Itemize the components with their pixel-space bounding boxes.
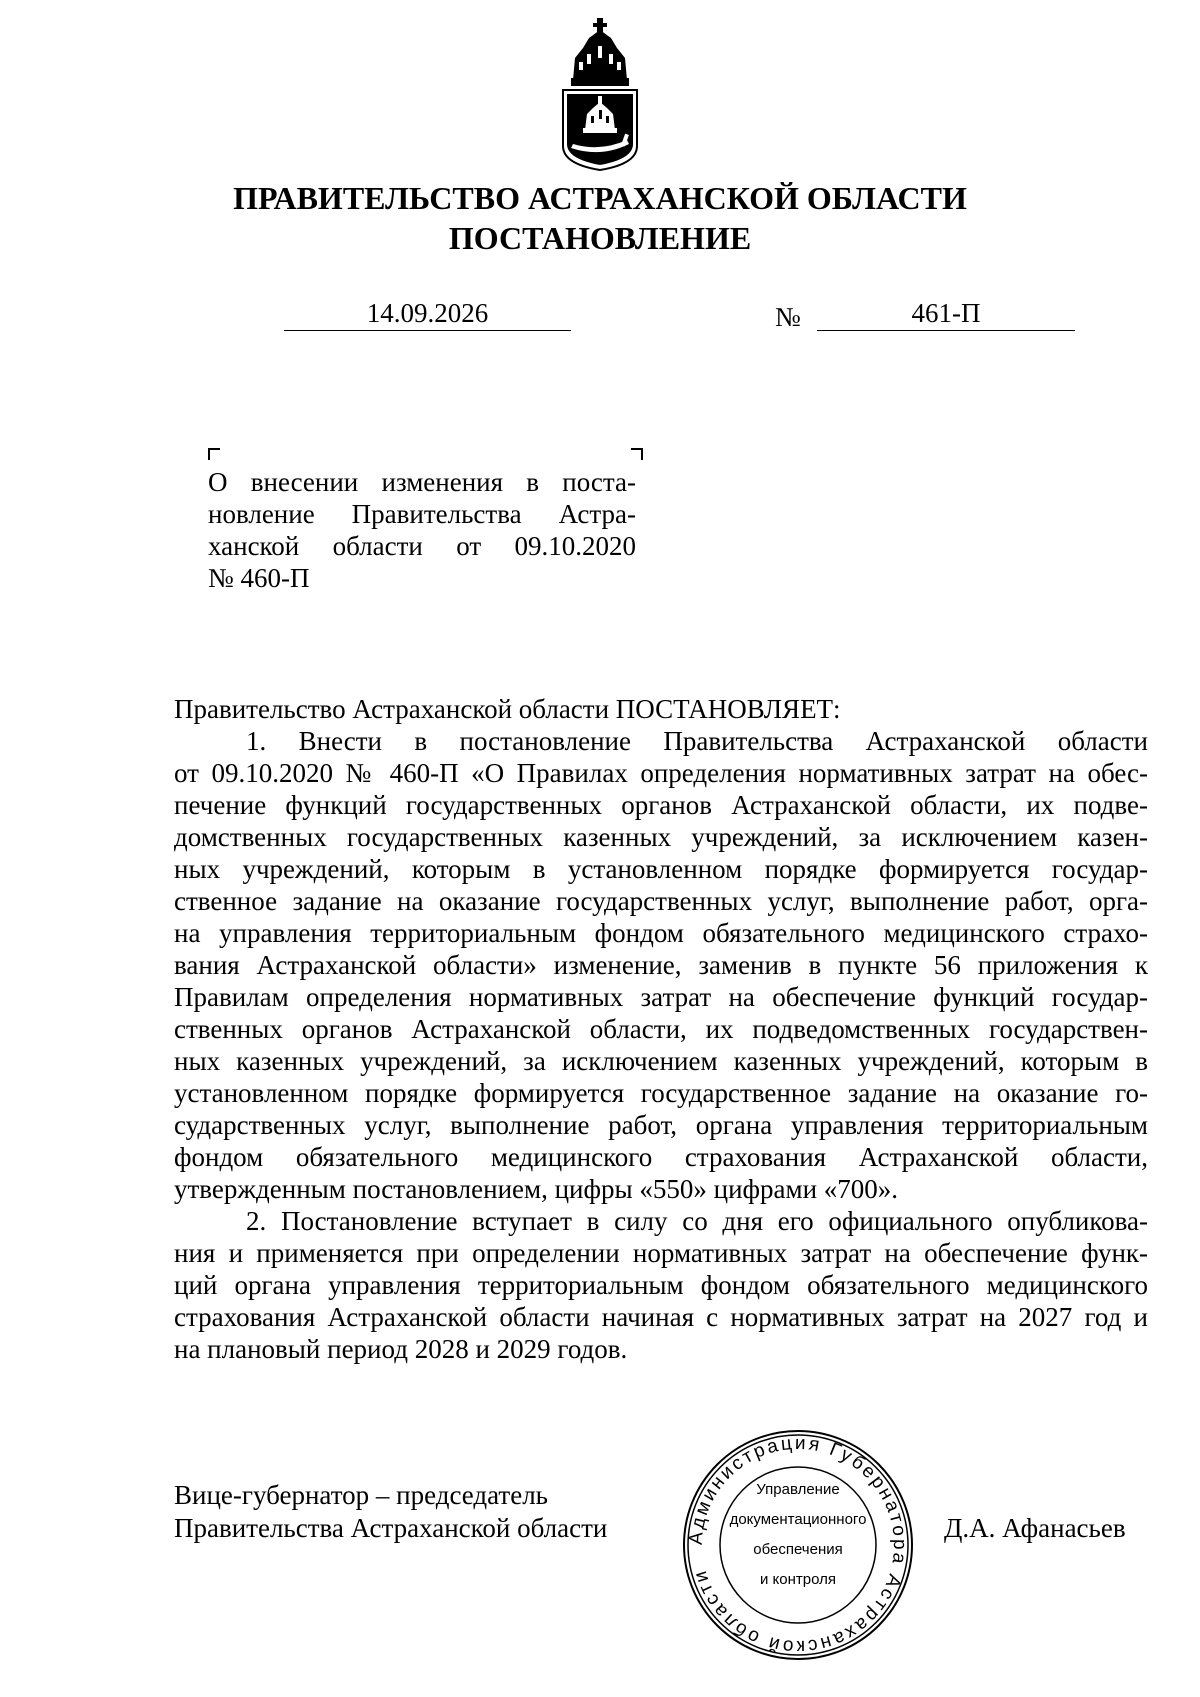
stamp-ring-text: Администрация Губернатора Астраханской области <box>685 1432 911 1658</box>
body-line: от 09.10.2020 № 460-П «О Правилах определения нормативных затрат на обес- <box>174 758 1148 788</box>
official-stamp <box>680 1427 916 1663</box>
body-line: утвержденным постановлением, цифры «550» цифрами «700». <box>174 1174 899 1204</box>
body-line: ций органа управления территориальным фондом обязательного медицинского <box>174 1270 1148 1300</box>
subject-corner-left <box>208 448 220 460</box>
body-line: ных казенных учреждений, за исключением казенных учреждений, которым в <box>174 1046 1148 1076</box>
decree-subject <box>208 466 636 594</box>
decree-number: 461-П <box>817 297 1075 331</box>
body-line: фондом обязательного медицинского страхования Астраханской области, <box>174 1142 1148 1172</box>
body-line: 1. Внести в постановление Правительства Астраханской области <box>246 726 1148 756</box>
coat-of-arms-emblem <box>555 18 645 174</box>
stamp-line: документационного <box>729 1511 867 1528</box>
signer-name: Д.А. Афанасьев <box>944 1513 1126 1543</box>
subject-line: новление Правительства Астра- <box>208 499 636 529</box>
body-line: ственное задание на оказание государственных услуг, выполнение работ, орга- <box>174 886 1148 916</box>
signer-position <box>174 1479 607 1545</box>
stamp-line: и контроля <box>759 1571 836 1588</box>
subject-line: ханской области от 09.10.2020 <box>208 531 636 561</box>
decree-date: 14.09.2026 <box>284 297 571 331</box>
body-line: 2. Постановление вступает в силу со дня его официального опубликова- <box>246 1206 1148 1236</box>
body-line: страхования Астраханской области начиная с нормативных затрат на 2027 год и <box>174 1302 1148 1332</box>
signer-position-line: Правительства Астраханской области <box>174 1513 608 1543</box>
body-line: ственных органов Астраханской области, их подведомственных государствен- <box>174 1014 1148 1044</box>
body-line: ния и применяется при определении нормативных затрат на обеспечение функ- <box>174 1238 1148 1268</box>
body-line: печение функций государственных органов Астраханской области, их подве- <box>174 790 1148 820</box>
stamp-line: Управление <box>756 1481 840 1498</box>
document-title: ПРАВИТЕЛЬСТВО АСТРАХАНСКОЙ ОБЛАСТИ <box>233 180 967 216</box>
body-line: вания Астраханской области» изменение, заменив в пункте 56 приложения к <box>174 950 1148 980</box>
body-line: на плановый период 2028 и 2029 годов. <box>174 1334 628 1364</box>
body-line: домственных государственных казенных учреждений, за исключением казен- <box>174 822 1148 852</box>
body-line: Правилам определения нормативных затрат на обеспечение функций государ- <box>174 982 1148 1012</box>
signer-position-line: Вице-губернатор – председатель <box>174 1480 548 1510</box>
subject-line: № 460-П <box>208 563 310 593</box>
body-line: установленном порядке формируется государственное задание на оказание го- <box>174 1078 1148 1108</box>
stamp-line: обеспечения <box>753 1541 843 1558</box>
subject-corner-right <box>631 448 643 460</box>
body-line: на управления территориальным фондом обязательного медицинского страхо- <box>174 918 1148 948</box>
document-type: ПОСТАНОВЛЕНИЕ <box>448 220 752 256</box>
stamp-inner-text <box>715 1475 881 1615</box>
body-line: ных учреждений, которым в установленном порядке формируется государ- <box>174 854 1148 884</box>
decree-body <box>174 693 1148 1365</box>
body-line: Правительство Астраханской области ПОСТАНОВЛЯЕТ: <box>174 694 841 724</box>
body-line: сударственных услуг, выполнение работ, органа управления территориальным <box>174 1110 1148 1140</box>
number-sign: № <box>775 302 801 332</box>
subject-line: О внесении изменения в поста- <box>208 467 636 497</box>
